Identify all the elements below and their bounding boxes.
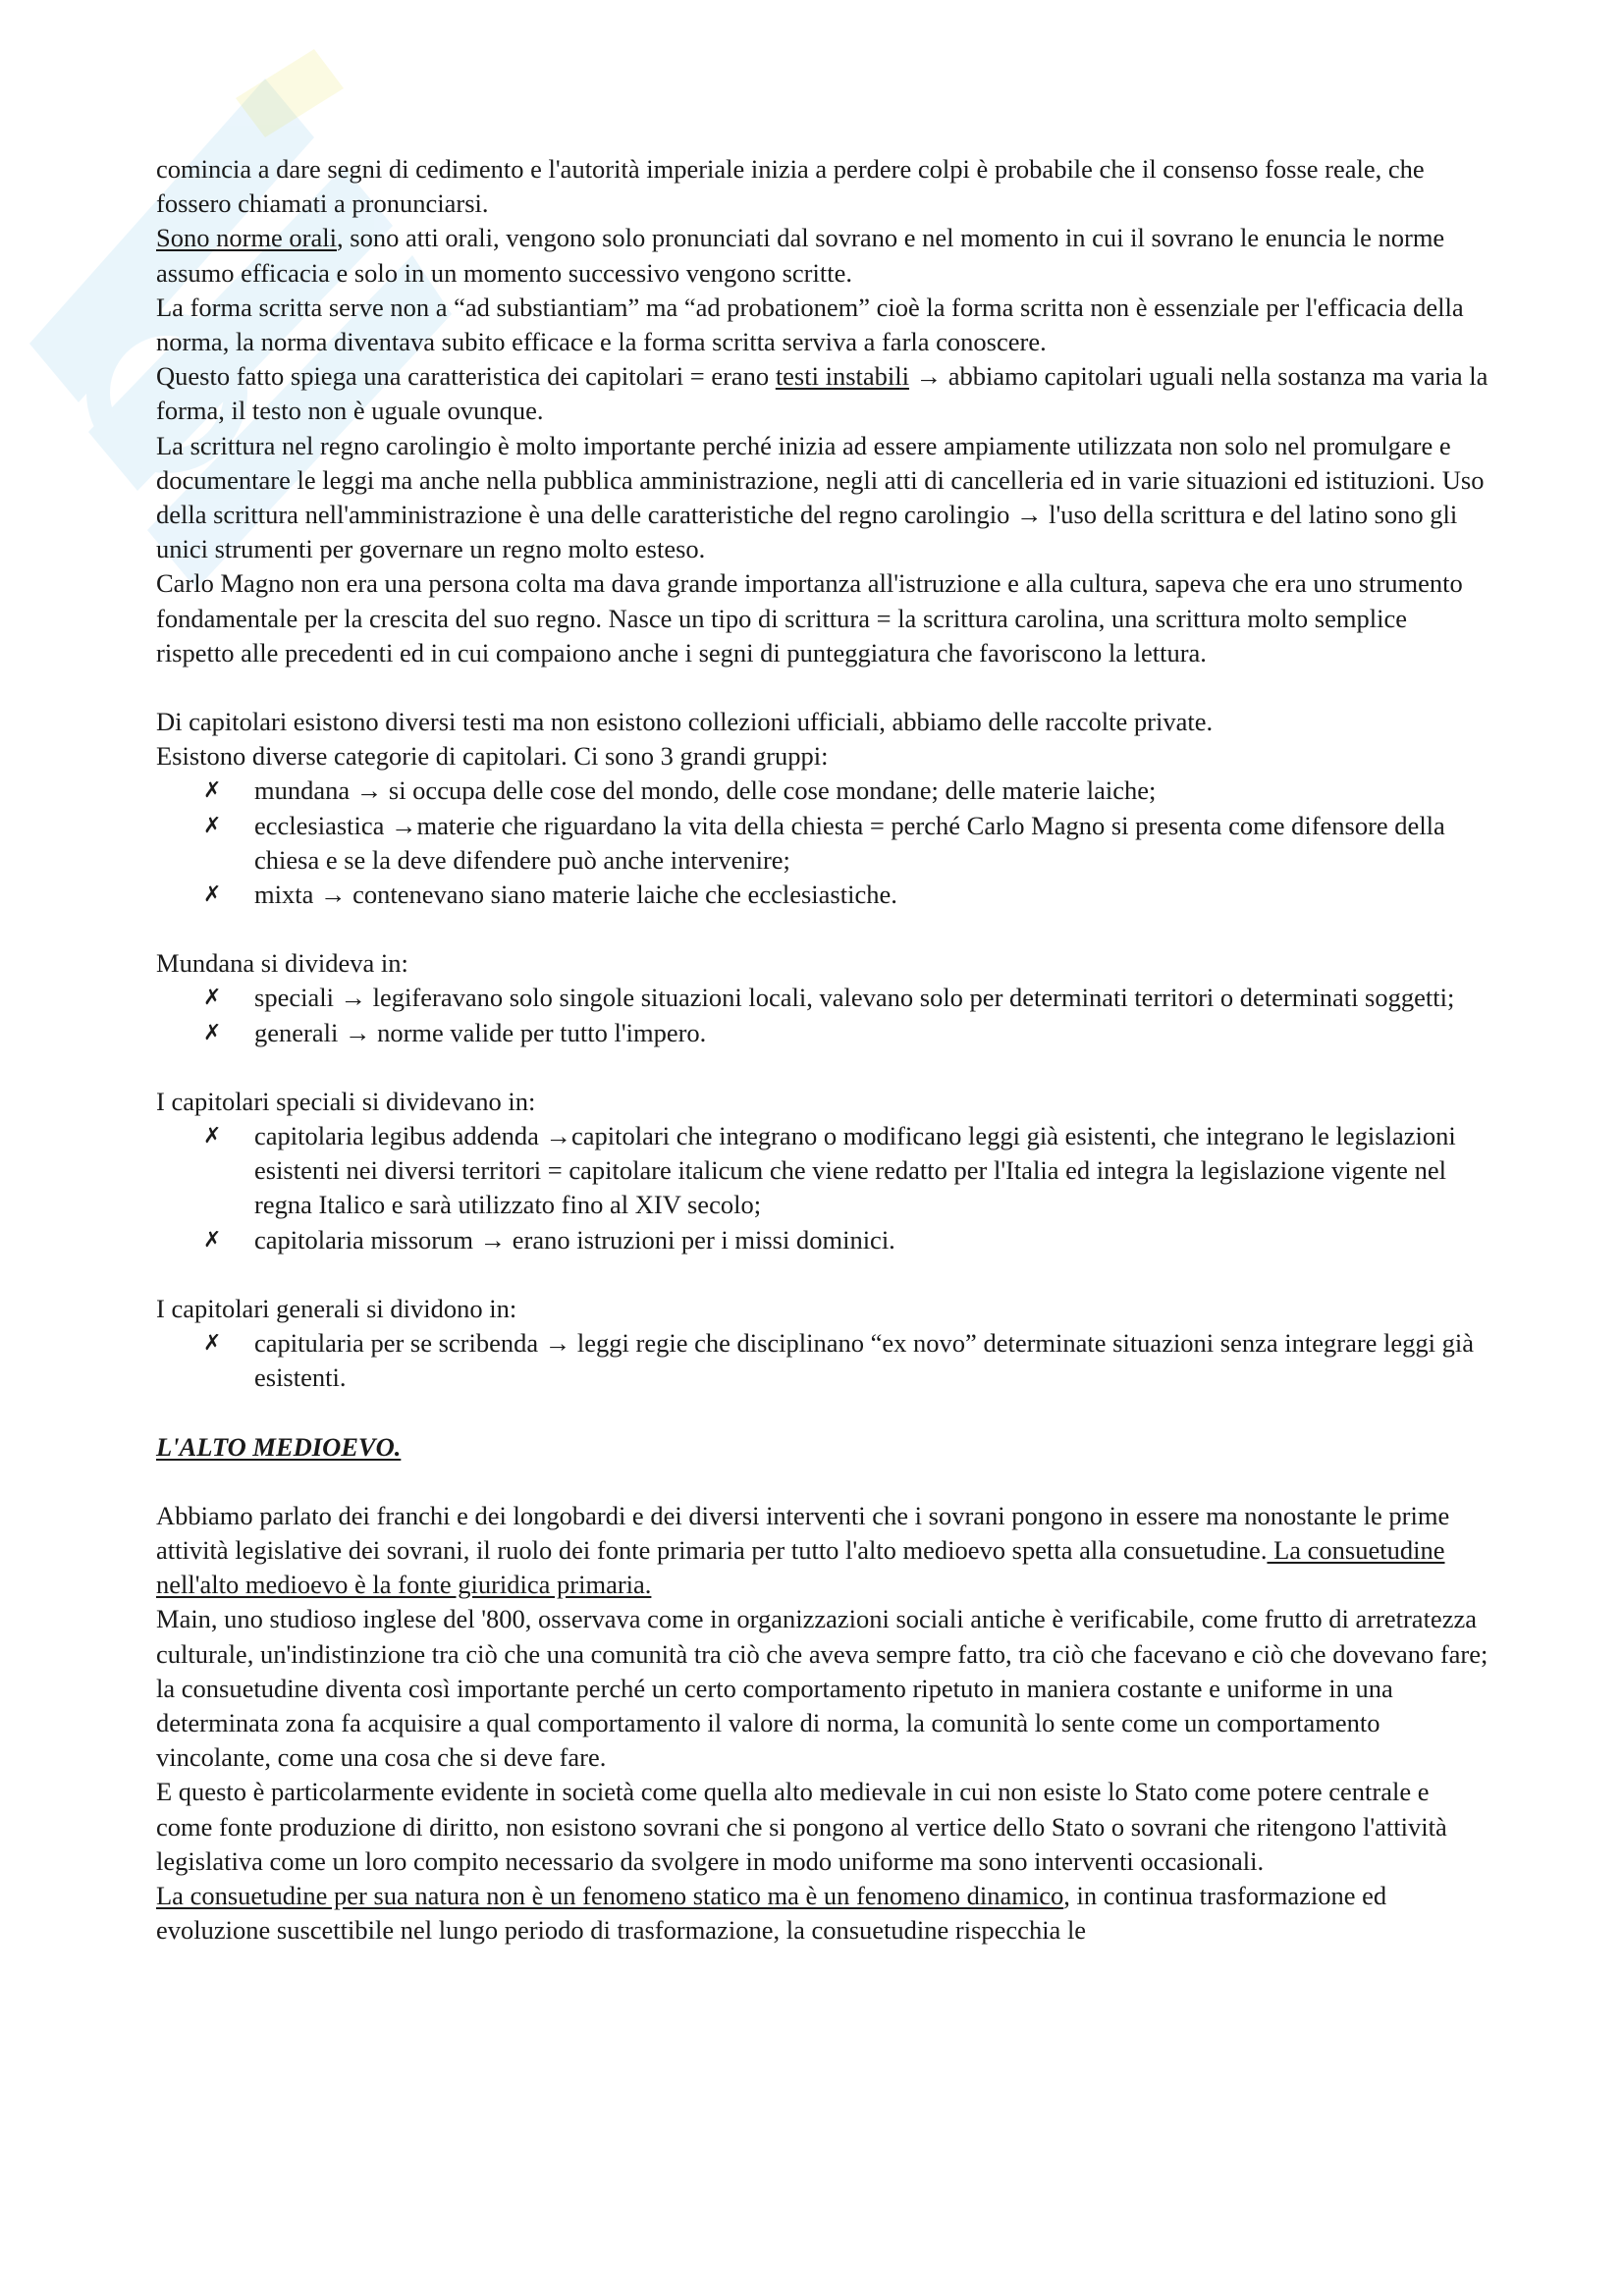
cross-bullet-icon: ✗ [203,778,222,804]
list-item: ✗ capitularia per se scribenda → leggi regie che disciplinano “ex novo” determinate situazioni senza integrare leggi già esistenti. [203,1328,1475,1393]
paragraph: La scrittura nel regno carolingio è molto importante perché inizia ad essere ampiamente utilizzata non solo nel promulgare e documentare le leggi ma anche nella pubblica amministrazione, negli atti di cancelleria ed in varie situazioni ed istituzioni. Uso della scrittura nell'amministrazione è una delle caratteristiche del regno carolingio → l'uso della scrittura e del latino sono gli unici strumenti per governare un regno molto esteso. [156,430,1485,564]
underlined-text: La consuetudine per sua natura non è un fenomeno statico ma è un fenomeno dinamico [156,1880,1064,1910]
underlined-text: testi instabili [775,361,909,392]
cross-bullet-icon: ✗ [203,882,222,908]
underlined-text: La consuetudine nell'alto medioevo è la fonte giuridica primaria. [156,1534,1445,1600]
bullet-list [156,1326,1491,1395]
cross-bullet-icon: ✗ [203,813,222,838]
paragraph: Di capitolari esistono diversi testi ma non esistono collezioni ufficiali, abbiamo delle raccolte private. [156,707,1214,737]
list-item: ✗ capitolaria legibus addenda →capitolari che integrano o modificano leggi già esistenti, che integrano le legislazioni esistenti nei diversi territori = capitolare italicum che viene redatto per l'Italia ed integra la legislazione vigente nel regna Italico e sarà utilizzato fino al XIV secolo; [203,1121,1456,1220]
bullet-list [156,1119,1491,1257]
list-item: ✗ capitolaria missorum → erano istruzioni per i missi dominici. [156,1223,1491,1257]
cross-bullet-icon: ✗ [203,1020,222,1045]
paragraph: I capitolari speciali si dividevano in: [156,1086,536,1116]
list-item: ✗ mundana → si occupa delle cose del mondo, delle cose mondane; delle materie laiche; [156,774,1491,808]
document-body [156,152,1491,1948]
paragraph-text: → abbiamo capitolari uguali nella sostanza ma varia la forma, il testo non è uguale ovunque. [156,361,1488,426]
paragraph-text: , in continua trasformazione ed evoluzione suscettibile nel lungo periodo di trasformazione, la consuetudine rispecchia le [156,1880,1387,1946]
paragraph: Esistono diverse categorie di capitolari. Ci sono 3 grandi gruppi: [156,741,829,772]
cross-bullet-icon: ✗ [203,1124,222,1149]
paragraph: I capitolari generali si dividono in: [156,1293,517,1323]
list-item: ✗ mixta → contenevano siano materie laiche che ecclesiastiche. [156,878,1491,912]
list-item: ✗ generali → norme valide per tutto l'impero. [156,1016,1491,1050]
paragraph: E questo è particolarmente evidente in società come quella alto medievale in cui non esiste lo Stato come potere centrale e come fonte produzione di diritto, non esistono sovrani che si pongono al vertice dello Stato o sovrani che ritengono l'attività legislativa come un loro compito necessario da svolgere in modo uniforme ma sono interventi occasionali. [156,1777,1447,1876]
paragraph-text: Questo fatto spiega una caratteristica dei capitolari = erano [156,361,776,392]
paragraph-text: comincia a dare segni di cedimento e l'autorità imperiale inizia a perdere colpi è probabile che il consenso fosse reale, che fossero chiamati a pronunciarsi. [156,154,1425,219]
paragraph: Main, uno studioso inglese del '800, osservava come in organizzazioni sociali antiche è verificabile, come frutto di arretratezza culturale, un'indistinzione tra ciò che una comunità tra ciò che aveva sempre fatto, tra ciò che facevano e ciò che dovevano fare; la consuetudine diventa così importante perché un certo comportamento ripetuto in maniera costante e uniforme in una determinata zona fa acquisire a qual comportamento il valore di norma, la comunità lo sente come un comportamento vincolante, come una cosa che si deve fare. [156,1604,1488,1773]
list-item: ✗ ecclesiastica →materie che riguardano la vita della chiesta = perché Carlo Magno si presenta come difensore della chiesa e se la deve difendere può anche intervenire; [203,810,1445,875]
bullet-list [156,981,1491,1049]
paragraph: La forma scritta serve non a “ad substiantiam” ma “ad probationem” cioè la forma scritta non è essenziale per l'efficacia della norma, la norma diventava subito efficace e la forma scritta serviva a farla conoscere. [156,292,1464,357]
paragraph-text: Abbiamo parlato dei franchi e dei longobardi e dei diversi interventi che i sovrani pongono in essere ma nonostante le prime attività legislative dei sovrani, il ruolo dei fonte primaria per tutto l'alto medioevo spetta alla consuetudine. [156,1500,1450,1565]
cross-bullet-icon: ✗ [203,986,222,1011]
paragraph [156,1879,1491,1948]
cross-bullet-icon: ✗ [203,1331,222,1357]
paragraph [156,359,1491,428]
paragraph [156,152,1491,221]
cross-bullet-icon: ✗ [203,1227,222,1253]
paragraph: Carlo Magno non era una persona colta ma dava grande importanza all'istruzione e alla cultura, sapeva che era uno strumento fondamentale per la crescita del suo regno. Nasce un tipo di scrittura = la scrittura carolina, una scrittura molto semplice rispetto alle precedenti ed in cui compaiono anche i segni di punteggiatura che favoriscono la lettura. [156,568,1463,667]
section-heading: L'ALTO MEDIOEVO. [156,1431,402,1462]
bullet-list [156,774,1491,912]
underlined-text: Sono norme orali [156,223,337,253]
paragraph [156,1499,1491,1603]
paragraph [156,221,1491,290]
paragraph-text: , sono atti orali, vengono solo pronunciati dal sovrano e nel momento in cui il sovrano le enuncia le norme assumo efficacia e solo in un momento successivo vengono scritte. [156,223,1445,288]
paragraph: Mundana si divideva in: [156,948,408,979]
list-item: ✗ speciali → legiferavano solo singole situazioni locali, valevano solo per determinati territori o determinati soggetti; [156,981,1491,1015]
